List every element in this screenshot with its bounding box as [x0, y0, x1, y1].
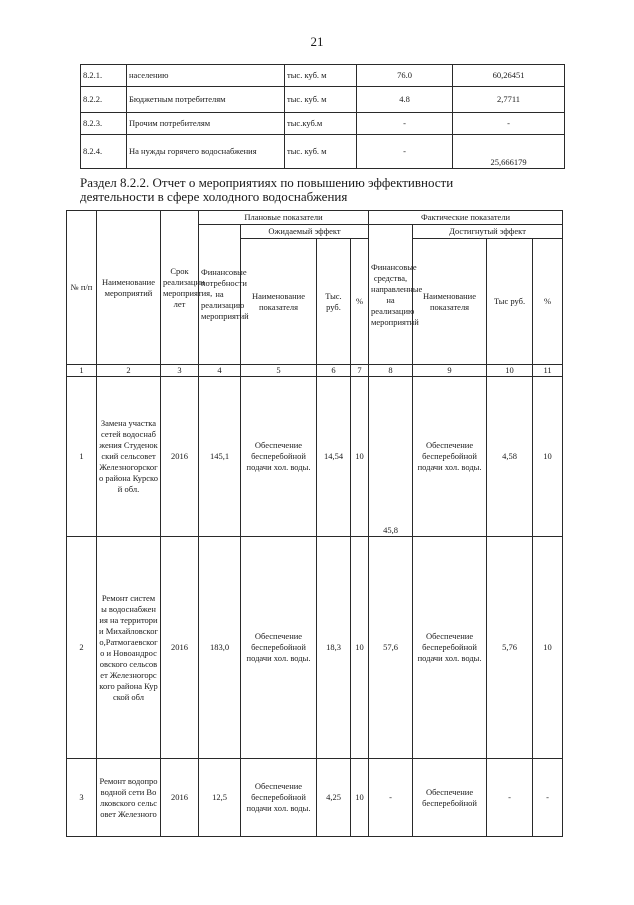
row-fin-fact: 45,8	[369, 377, 413, 537]
row-pct-fact: 10	[533, 537, 563, 759]
header-term: Срок реализации мероприятия, лет	[161, 211, 199, 365]
row-num: 1	[67, 377, 97, 537]
table-row	[67, 537, 563, 759]
header-thous-rub: Тыс. руб.	[317, 239, 351, 365]
row-fact: 2,7711	[453, 87, 565, 113]
row-plan: -	[357, 113, 453, 135]
row-rub: 4,25	[317, 759, 351, 837]
row-num: 3	[67, 759, 97, 837]
row-rub: 14,54	[317, 377, 351, 537]
col-number: 2	[97, 365, 161, 377]
row-fin-plan: 12,5	[199, 759, 241, 837]
col-number: 6	[317, 365, 351, 377]
table-row	[81, 135, 565, 169]
row-code: 8.2.1.	[81, 65, 127, 87]
section-heading-line2: деятельности в сфере холодного водоснабжения	[80, 189, 348, 204]
row-fin-plan: 183,0	[199, 537, 241, 759]
section-heading-line1: Раздел 8.2.2. Отчет о мероприятиях по повышению эффективности	[80, 175, 454, 190]
row-unit: тыс. куб. м	[285, 65, 357, 87]
row-rub-fact: 5,76	[487, 537, 533, 759]
row-pct-fact: -	[533, 759, 563, 837]
table-row	[81, 113, 565, 135]
section-heading	[80, 176, 564, 204]
header-name: Наименование мероприятий	[97, 211, 161, 365]
header-planned: Плановые показатели	[199, 211, 369, 225]
row-plan: -	[357, 135, 453, 169]
col-number: 3	[161, 365, 199, 377]
row-pct: 10	[351, 759, 369, 837]
row-unit: тыс. куб. м	[285, 135, 357, 169]
col-number: 4	[199, 365, 241, 377]
row-rub-fact: -	[487, 759, 533, 837]
row-name: Бюджетным потребителям	[127, 87, 285, 113]
header-percent: %	[351, 239, 369, 365]
table-row	[81, 87, 565, 113]
row-fin-plan: 145,1	[199, 377, 241, 537]
row-term: 2016	[161, 759, 199, 837]
row-pct: 10	[351, 377, 369, 537]
row-indicator-fact: Обеспечение бесперебойной подачи хол. воды.	[413, 377, 487, 537]
row-name: Замена участка сетей водоснабжения Студенокский сельсовет Железногорского района Курской обл.	[97, 377, 161, 537]
row-name: На нужды горячего водоснабжения	[127, 135, 285, 169]
col-number: 9	[413, 365, 487, 377]
page-number: 21	[310, 34, 324, 49]
column-numbers-row	[67, 365, 563, 377]
table-row	[67, 759, 563, 837]
table-row	[67, 377, 563, 537]
col-number: 10	[487, 365, 533, 377]
header-row	[67, 211, 563, 225]
row-fact: 25,666179	[453, 135, 565, 169]
row-pct: 10	[351, 537, 369, 759]
row-indicator: Обеспечение бесперебойной подачи хол. воды.	[241, 537, 317, 759]
header-num: № п/п	[67, 211, 97, 365]
row-indicator: Обеспечение бесперебойной подачи хол. воды.	[241, 377, 317, 537]
header-actual: Фактические показатели	[369, 211, 563, 225]
row-fin-fact: 57,6	[369, 537, 413, 759]
header-expected-effect: Ожидаемый эффект	[241, 225, 369, 239]
row-num: 2	[67, 537, 97, 759]
row-name: Ремонт системы водоснабжения на территории Михайловского,Ратмогаевского и Новоандросовского сельсовет Железногорского района Курской обл	[97, 537, 161, 759]
header-fin-actual: Финансовые средства, направленные на реализацию мероприятий	[369, 225, 413, 365]
consumption-table	[80, 64, 565, 169]
row-fact: -	[453, 113, 565, 135]
row-plan: 4.8	[357, 87, 453, 113]
row-rub: 18,3	[317, 537, 351, 759]
row-term: 2016	[161, 537, 199, 759]
row-indicator-fact: Обеспечение бесперебойной подачи хол. воды.	[413, 537, 487, 759]
row-unit: тыс. куб. м	[285, 87, 357, 113]
row-unit: тыс.куб.м	[285, 113, 357, 135]
row-code: 8.2.3.	[81, 113, 127, 135]
col-number: 5	[241, 365, 317, 377]
row-code: 8.2.4.	[81, 135, 127, 169]
header-percent-2: %	[533, 239, 563, 365]
row-indicator-fact: Обеспечение бесперебойной	[413, 759, 487, 837]
row-term: 2016	[161, 377, 199, 537]
header-thous-rub-2: Тыс руб.	[487, 239, 533, 365]
col-number: 7	[351, 365, 369, 377]
row-fin-fact: -	[369, 759, 413, 837]
header-fin-planned: Финансовые потребности на реализацию мероприятий	[199, 225, 241, 365]
header-indicator-2: Наименование показателя	[413, 239, 487, 365]
col-number: 11	[533, 365, 563, 377]
row-name: населению	[127, 65, 285, 87]
row-pct-fact: 10	[533, 377, 563, 537]
row-name: Прочим потребителям	[127, 113, 285, 135]
col-number: 1	[67, 365, 97, 377]
table-row	[81, 65, 565, 87]
row-code: 8.2.2.	[81, 87, 127, 113]
header-achieved-effect: Достигнутый эффект	[413, 225, 563, 239]
header-indicator: Наименование показателя	[241, 239, 317, 365]
measures-table	[66, 210, 563, 837]
row-plan: 76.0	[357, 65, 453, 87]
row-fact: 60,26451	[453, 65, 565, 87]
col-number: 8	[369, 365, 413, 377]
row-indicator: Обеспечение бесперебойной подачи хол. воды.	[241, 759, 317, 837]
row-name: Ремонт водопроводной сети Волковского сельсовет Железного	[97, 759, 161, 837]
row-rub-fact: 4,58	[487, 377, 533, 537]
